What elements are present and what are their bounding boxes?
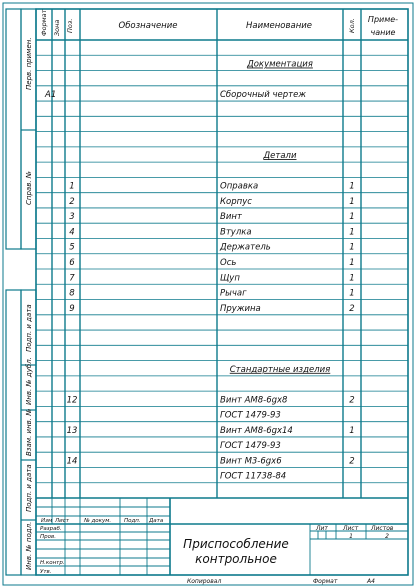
header-pos: Поз.	[66, 18, 74, 33]
lit-label: Лит	[316, 525, 328, 532]
table-row	[220, 441, 281, 451]
format-value: А4	[367, 578, 375, 585]
vzam-inv-label: Взам. инв. №	[25, 408, 33, 456]
row-position: 14	[66, 456, 78, 467]
table-row	[44, 90, 306, 100]
row-position: 1	[69, 181, 75, 192]
header-note-line2: чание	[370, 28, 396, 37]
table-row	[67, 426, 355, 436]
header-note-line1: Приме-	[367, 15, 399, 24]
row-quantity: 2	[349, 303, 355, 314]
row-position: 8	[69, 288, 75, 299]
sheet-label: Лист	[343, 525, 359, 532]
nkontr-label: Н.контр.	[40, 560, 65, 566]
first-use-label: Перв. примен.	[25, 37, 33, 90]
header-format: Формат	[40, 9, 48, 36]
row-quantity: 2	[349, 456, 355, 467]
left-stamp	[6, 9, 36, 575]
row-name: Винт АМ8-6gx8	[220, 395, 288, 406]
table-row	[69, 227, 354, 237]
table-row	[230, 365, 331, 375]
row-quantity: 1	[349, 258, 355, 268]
row-name: Щуп	[220, 273, 240, 284]
table-row	[69, 289, 354, 299]
row-name: ГОСТ 11738-84	[220, 471, 287, 482]
section-heading: Стандартные изделия	[229, 364, 331, 375]
row-name: Винт М3-6gx6	[220, 456, 282, 467]
inv-podl-label: Инв. № подл.	[25, 521, 33, 570]
spec-rows	[44, 60, 355, 482]
row-quantity: 1	[349, 425, 355, 436]
row-name: ГОСТ 1479-93	[220, 410, 281, 421]
table-row	[67, 456, 355, 466]
row-position: 4	[69, 227, 75, 238]
document-title-line1: Приспособление	[183, 537, 289, 551]
inv-dubl-label: Инв. № дубл.	[25, 357, 33, 405]
copied-label: Копировал	[187, 578, 222, 585]
title-block	[36, 498, 408, 575]
table-row	[67, 395, 355, 405]
table-row	[69, 273, 354, 283]
row-quantity: 1	[349, 288, 355, 299]
row-name: Рычаг	[220, 288, 247, 299]
row-position: 12	[66, 395, 78, 406]
row-name: Корпус	[220, 196, 252, 207]
sheets-value: 2	[385, 533, 389, 540]
col-izm: Изм	[41, 518, 53, 524]
row-quantity: 1	[349, 242, 355, 253]
table-row	[220, 472, 286, 482]
sign-date-label-2: Подп. и дата	[25, 464, 33, 512]
row-position: 2	[69, 196, 75, 207]
row-position: 9	[69, 303, 75, 314]
table-row	[69, 304, 354, 314]
row-quantity: 1	[349, 212, 355, 223]
table-row	[69, 197, 354, 207]
header-designation: Обозначение	[118, 21, 178, 31]
table-row	[246, 60, 313, 70]
header-zone: Зона	[53, 19, 61, 36]
col-date: Дата	[149, 518, 164, 524]
prov-label: Пров.	[40, 534, 56, 540]
row-name: Держатель	[220, 242, 271, 253]
table-row	[69, 243, 354, 253]
col-sign: Подп.	[124, 518, 141, 524]
utv-label: Утв.	[40, 569, 52, 575]
row-quantity: 1	[349, 181, 355, 192]
row-position: 13	[66, 425, 78, 436]
row-position: 5	[69, 242, 75, 253]
document-title-line2: контрольное	[195, 552, 277, 566]
table-row	[220, 411, 281, 421]
row-name: Ось	[220, 258, 237, 268]
ref-no-label: Справ. №	[25, 170, 33, 205]
footer	[187, 578, 375, 585]
section-heading: Детали	[263, 151, 297, 162]
row-name: Втулка	[220, 227, 252, 238]
row-position: 7	[69, 273, 75, 284]
row-name: Винт АМ8-6gx14	[220, 425, 293, 436]
row-quantity: 2	[349, 395, 355, 406]
header-qty: Кол.	[348, 18, 356, 33]
row-position: 3	[69, 212, 75, 223]
format-label: Формат	[313, 578, 338, 585]
table-row	[69, 258, 354, 268]
table-header	[36, 9, 408, 40]
row-name: Винт	[220, 212, 242, 223]
section-heading: Документация	[247, 59, 313, 70]
col-list: Лист	[55, 518, 69, 524]
sheet-value: 1	[349, 533, 353, 540]
header-name: Наименование	[245, 21, 313, 31]
table-row	[263, 151, 297, 161]
row-format: А1	[45, 90, 57, 101]
col-doc: № докум.	[84, 518, 112, 524]
row-name: ГОСТ 1479-93	[220, 441, 281, 452]
row-name: Оправка	[220, 181, 259, 192]
table-row	[69, 182, 354, 192]
sheets-label: Листов	[371, 525, 394, 532]
table-row	[69, 212, 354, 222]
row-name: Пружина	[220, 303, 261, 314]
row-position: 6	[69, 258, 75, 268]
sign-date-label-1: Подп. и дата	[25, 304, 33, 352]
row-quantity: 1	[349, 196, 355, 207]
row-quantity: 1	[349, 227, 355, 238]
row-name: Сборочный чертеж	[220, 90, 306, 101]
razrab-label: Разраб.	[40, 526, 62, 532]
row-quantity: 1	[349, 273, 355, 284]
